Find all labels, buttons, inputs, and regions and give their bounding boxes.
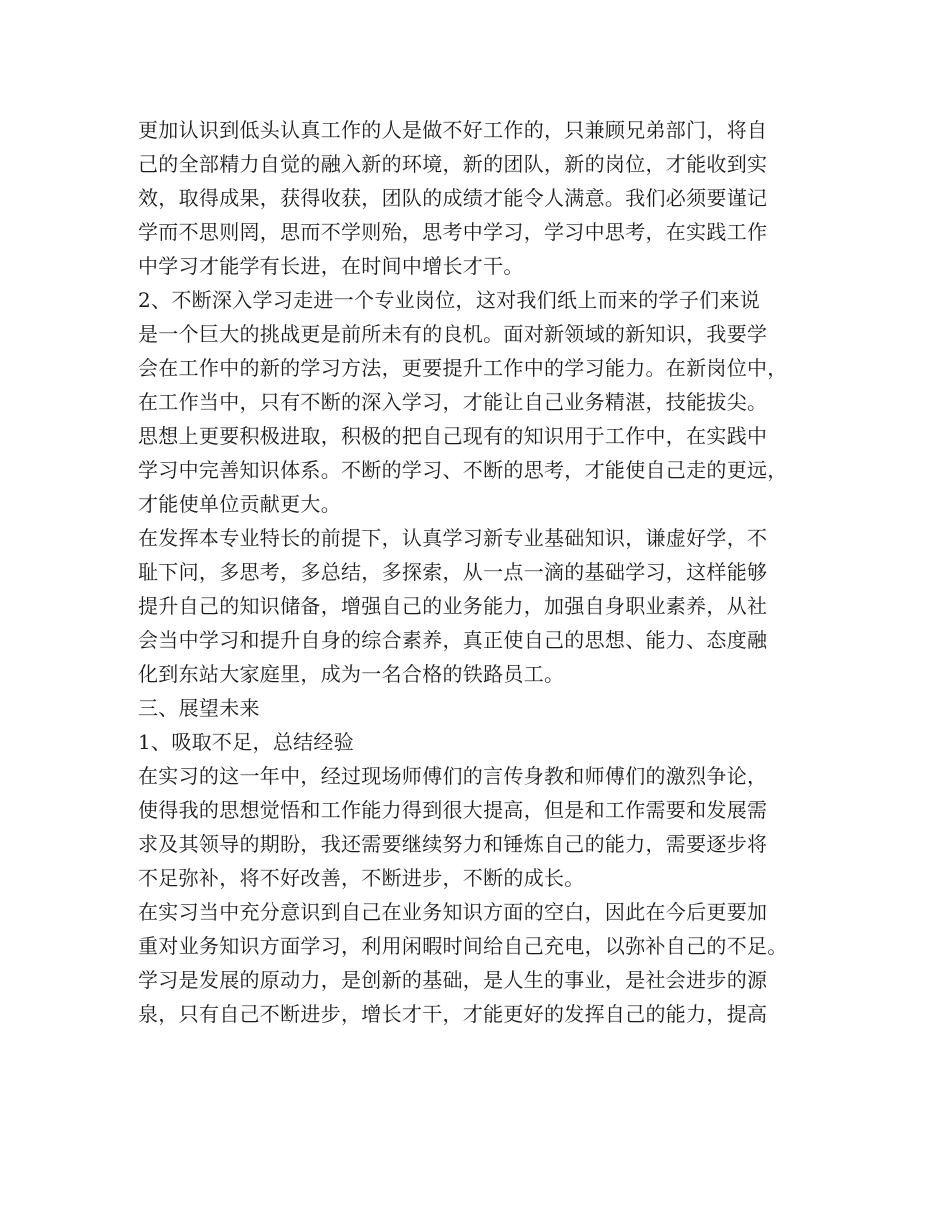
text-line: 是一个巨大的挑战更是前所未有的良机。面对新领域的新知识，我要学	[138, 322, 768, 346]
text-line: 化到东站大家庭里，成为一名合格的铁路员工。	[138, 662, 565, 686]
text-line: 在发挥本专业特长的前提下，认真学习新专业基础知识，谦虚好学，不	[138, 526, 768, 550]
text-line: 重对业务知识方面学习，利用闲暇时间给自己充电，以弥补自己的不足。	[138, 934, 788, 958]
text-line: 思想上更要积极进取，积极的把自己现有的知识用于工作中，在实践中	[138, 424, 768, 448]
text-line: 2、不断深入学习走进一个专业岗位，这对我们纸上而来的学子们来说	[138, 288, 761, 312]
text-line: 在实习当中充分意识到自己在业务知识方面的空白，因此在今后更要加	[138, 900, 768, 924]
text-line: 不足弥补，将不好改善，不断进步，不断的成长。	[138, 866, 585, 890]
text-line: 学而不思则罔，思而不学则殆，思考中学习，学习中思考，在实践工作	[138, 220, 768, 244]
body-text	[138, 113, 828, 1031]
text-line: 在工作当中，只有不断的深入学习，才能让自己业务精湛，技能拔尖。	[138, 390, 768, 414]
text-line: 耻下问，多思考，多总结，多探索，从一点一滴的基础学习，这样能够	[138, 560, 768, 584]
text-line: 在实习的这一年中，经过现场师傅们的言传身教和师傅们的激烈争论，	[138, 764, 768, 788]
text-line: 中学习才能学有长进，在时间中增长才干。	[138, 254, 524, 278]
text-line: 才能使单位贡献更大。	[138, 492, 341, 516]
text-line: 使得我的思想觉悟和工作能力得到很大提高，但是和工作需要和发展需	[138, 798, 768, 822]
text-line: 求及其领导的期盼，我还需要继续努力和锤炼自己的能力，需要逐步将	[138, 832, 768, 856]
subsection-heading: 1、吸取不足，总结经验	[138, 730, 355, 754]
text-line: 提升自己的知识储备，增强自己的业务能力，加强自身职业素养，从社	[138, 594, 768, 618]
text-line: 学习中完善知识体系。不断的学习、不断的思考，才能使自己走的更远，	[138, 458, 788, 482]
text-line: 己的全部精力自觉的融入新的环境，新的团队，新的岗位，才能收到实	[138, 152, 768, 176]
text-line: 学习是发展的原动力，是创新的基础，是人生的事业，是社会进步的源	[138, 968, 768, 992]
section-heading: 三、展望未来	[138, 696, 260, 720]
text-line: 更加认识到低头认真工作的人是做不好工作的，只兼顾兄弟部门，将自	[138, 118, 768, 142]
text-line: 会当中学习和提升自身的综合素养，真正使自己的思想、能力、态度融	[138, 628, 768, 652]
text-line: 泉，只有自己不断进步，增长才干，才能更好的发挥自己的能力，提高	[138, 1002, 768, 1026]
text-line: 效，取得成果，获得收获，团队的成绩才能令人满意。我们必须要谨记	[138, 186, 768, 210]
text-line: 会在工作中的新的学习方法，更要提升工作中的学习能力。在新岗位中，	[138, 356, 788, 380]
